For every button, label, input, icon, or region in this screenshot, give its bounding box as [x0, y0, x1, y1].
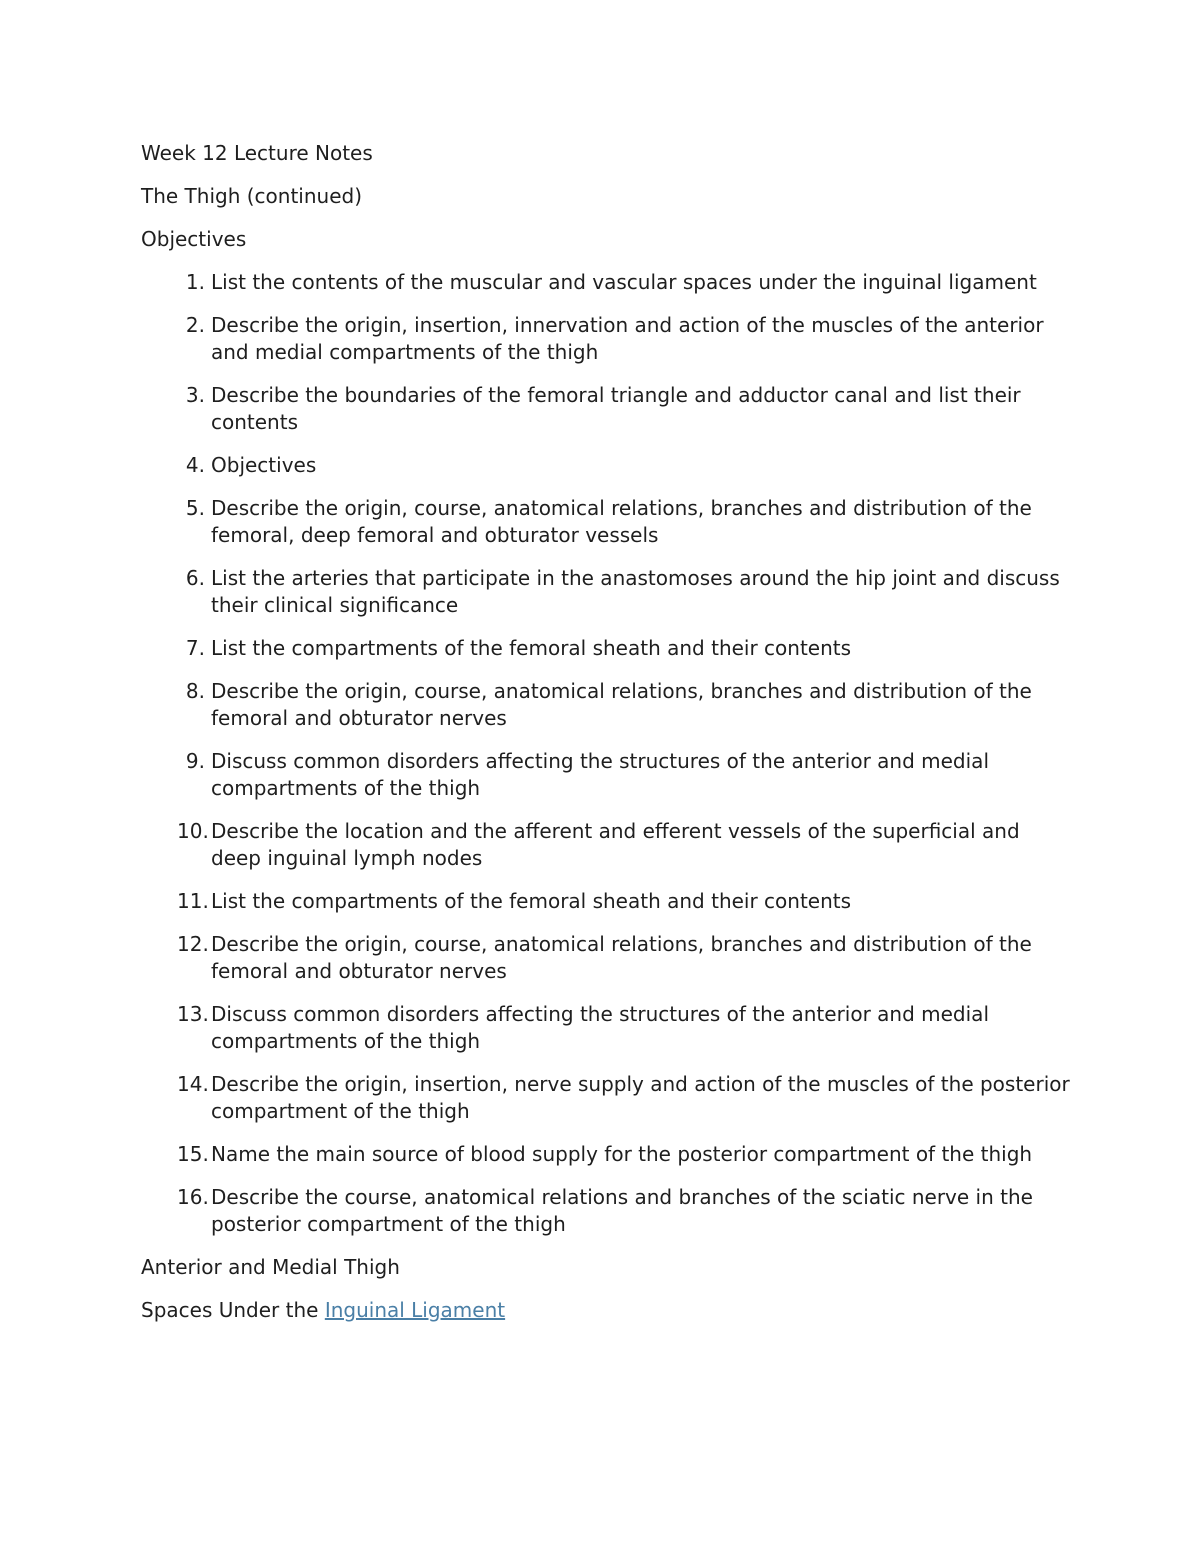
list-item-text: List the compartments of the femoral sheath and their contents	[211, 889, 852, 913]
list-item-text: List the contents of the muscular and vascular spaces under the inguinal ligament	[211, 270, 1037, 294]
list-item-number: 7.	[185, 636, 205, 660]
list-item-text: Discuss common disorders affecting the structures of the anterior and medial compartments of the thigh	[211, 1002, 989, 1053]
list-item	[141, 312, 1071, 366]
list-item-text: Describe the origin, insertion, innervation and action of the muscles of the anterior and medial compartments of the thigh	[211, 313, 1044, 364]
list-item-text: List the arteries that participate in the anastomoses around the hip joint and discuss their clinical significance	[211, 566, 1060, 617]
list-item	[141, 748, 1071, 802]
list-item-number: 12.	[177, 932, 209, 956]
list-item-number: 4.	[185, 453, 205, 477]
list-item	[141, 382, 1071, 436]
list-item	[141, 1071, 1071, 1125]
list-item-number: 6.	[185, 566, 205, 590]
list-item-text: List the compartments of the femoral sheath and their contents	[211, 636, 852, 660]
list-item	[141, 495, 1071, 549]
list-item-number: 15.	[177, 1142, 209, 1166]
list-item	[141, 1141, 1071, 1168]
list-item-number: 10.	[177, 819, 209, 843]
list-item-number: 5.	[185, 496, 205, 520]
spaces-paragraph	[141, 1297, 1071, 1324]
list-item	[141, 452, 1071, 479]
document-title: Week 12 Lecture Notes	[141, 141, 373, 165]
list-item-number: 3.	[185, 383, 205, 407]
document-body	[141, 140, 1071, 1340]
inguinal-ligament-link[interactable]: Inguinal Ligament	[324, 1298, 506, 1322]
list-item	[141, 1184, 1071, 1238]
list-item-number: 16.	[177, 1185, 209, 1209]
list-item-text: Discuss common disorders affecting the structures of the anterior and medial compartments of the thigh	[211, 749, 989, 800]
list-item	[141, 1001, 1071, 1055]
list-item-text: Name the main source of blood supply for the posterior compartment of the thigh	[211, 1142, 1033, 1166]
list-item-number: 11.	[177, 889, 209, 913]
document-subtitle: The Thigh (continued)	[141, 184, 362, 208]
list-item-number: 13.	[177, 1002, 209, 1026]
list-item-text: Objectives	[211, 453, 317, 477]
list-item-number: 14.	[177, 1072, 209, 1096]
list-item	[141, 931, 1071, 985]
list-item-text: Describe the location and the afferent and efferent vessels of the superficial and deep inguinal lymph nodes	[211, 819, 1020, 870]
list-item-number: 2.	[185, 313, 205, 337]
list-item-text: Describe the origin, course, anatomical relations, branches and distribution of the femoral and obturator nerves	[211, 679, 1032, 730]
list-item	[141, 635, 1071, 662]
list-item-number: 9.	[185, 749, 205, 773]
list-item-text: Describe the origin, insertion, nerve supply and action of the muscles of the posterior compartment of the thigh	[211, 1072, 1070, 1123]
list-item-text: Describe the course, anatomical relations and branches of the sciatic nerve in the posterior compartment of the thigh	[211, 1185, 1033, 1236]
list-item	[141, 818, 1071, 872]
list-item-text: Describe the origin, course, anatomical relations, branches and distribution of the femoral and obturator nerves	[211, 932, 1032, 983]
objectives-heading: Objectives	[141, 227, 247, 251]
list-item-text: Describe the boundaries of the femoral triangle and adductor canal and list their contents	[211, 383, 1021, 434]
objectives-list	[141, 269, 1071, 1238]
section-heading: Anterior and Medial Thigh	[141, 1255, 400, 1279]
list-item	[141, 269, 1071, 296]
list-item	[141, 888, 1071, 915]
spaces-prefix: Spaces Under the	[141, 1298, 325, 1322]
list-item	[141, 678, 1071, 732]
list-item	[141, 565, 1071, 619]
list-item-text: Describe the origin, course, anatomical relations, branches and distribution of the femoral, deep femoral and obturator vessels	[211, 496, 1032, 547]
list-item-number: 8.	[185, 679, 205, 703]
list-item-number: 1.	[185, 270, 205, 294]
